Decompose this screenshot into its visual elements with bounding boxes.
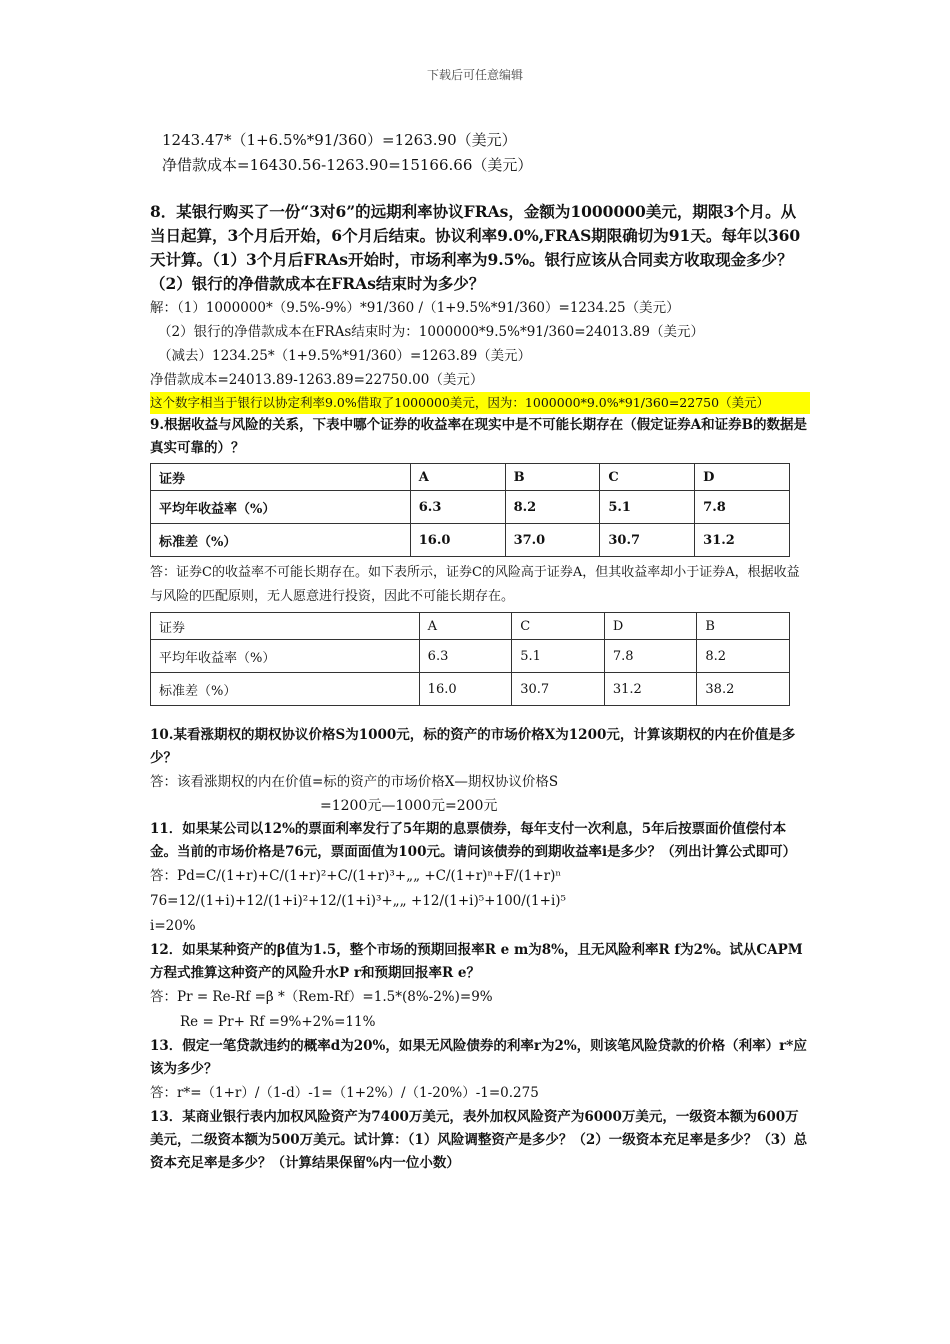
securities-table-1 — [150, 463, 790, 557]
table-cell: 6.3 — [410, 491, 505, 524]
table-cell: 30.7 — [600, 524, 695, 557]
table-cell: 标准差（%） — [151, 673, 420, 706]
question-8: 8．某银行购买了一份“3对6”的远期利率协议FRAs，金额为1000000美元，期限3个月。从当日起算，3个月后开始，6个月后结束。协议利率9.0%,FRAS期限确切为91天。每年以360天计算。（1）3个月后FRAs开始时，市场利率为9.5%。银行应该从合同卖方收取现金多少？（2）银行的净借款成本在FRAs结束时为多少？ — [150, 202, 801, 293]
q8-highlight-note: 这个数字相当于银行以协定利率9.0%借取了1000000美元，因为：1000000*9.0%*91/360=22750（美元） — [150, 392, 810, 414]
table-cell: 6.3 — [419, 640, 512, 673]
calc-line-2: 净借款成本=16430.56-1263.90=15166.66（美元） — [162, 156, 533, 174]
calc-line-1: 1243.47*（1+6.5%*91/360）=1263.90（美元） — [162, 131, 517, 149]
table-cell: C — [512, 613, 605, 640]
table-cell: 38.2 — [697, 673, 790, 706]
table-row — [151, 613, 790, 640]
table-cell: 37.0 — [505, 524, 600, 557]
table-cell: B — [697, 613, 790, 640]
question-10: 10.某看涨期权的期权协议价格S为1000元，标的资产的市场价格X为1200元，计算该期权的内在价值是多少？ — [150, 727, 796, 766]
question-11: 11．如果某公司以12%的票面利率发行了5年期的息票债券，每年支付一次利息，5年后按票面价值偿付本金。当前的市场价格是76元，票面面值为100元。请问该债券的到期收益率i是多少？（列出计算公式即可） — [150, 821, 797, 860]
table-cell: 8.2 — [505, 491, 600, 524]
table-cell: 30.7 — [512, 673, 605, 706]
table-cell: 标准差（%） — [151, 524, 411, 557]
page-header: 下载后可任意编辑 — [426, 68, 523, 82]
q11-formula-2: 76=12/(1+i)+12/(1+i)²+12/(1+i)³+„„ +12/(1+i)⁵+100/(1+i)⁵ — [150, 893, 566, 909]
q8-answer-4: 净借款成本=24013.89-1263.89=22750.00（美元） — [150, 372, 484, 388]
table-row — [151, 464, 790, 491]
table-cell: 16.0 — [419, 673, 512, 706]
question-9: 9.根据收益与风险的关系，下表中哪个证券的收益率在现实中是不可能长期存在（假定证券A和证券B的数据是真实可靠的）？ — [150, 417, 807, 456]
table-cell: 证券 — [151, 464, 411, 491]
q8-answer-1: 解：（1）1000000*（9.5%-9%）*91/360 /（1+9.5%*91/360）=1234.25（美元） — [150, 300, 680, 316]
table-row — [151, 524, 790, 557]
table-row — [151, 640, 790, 673]
question-13b: 13．某商业银行表内加权风险资产为7400万美元，表外加权风险资产为6000万美元，一级资本额为600万美元，二级资本额为500万美元。试计算：（1）风险调整资产是多少？（2）一级资本充足率是多少？（3）总资本充足率是多少？（计算结果保留%内一位小数） — [150, 1109, 808, 1171]
table-cell: 31.2 — [695, 524, 790, 557]
question-13a: 13．假定一笔贷款违约的概率d为20%，如果无风险债券的利率r为2%，则该笔风险贷款的价格（利率）r*应该为多少？ — [150, 1038, 807, 1077]
table-cell: 5.1 — [512, 640, 605, 673]
q12-answer-1: 答：Pr = Re-Rf =β *（Rem-Rf）=1.5*(8%-2%)=9% — [150, 989, 493, 1005]
table-cell: 16.0 — [410, 524, 505, 557]
table-cell: 7.8 — [604, 640, 697, 673]
securities-table-2 — [150, 612, 790, 706]
table-cell: 平均年收益率（%） — [151, 640, 420, 673]
table-row — [151, 491, 790, 524]
table-row — [151, 673, 790, 706]
table-cell: 证券 — [151, 613, 420, 640]
q10-answer: 答：该看涨期权的内在价值=标的资产的市场价格X—期权协议价格S — [150, 774, 559, 790]
table-cell: A — [410, 464, 505, 491]
table-cell: C — [600, 464, 695, 491]
table-cell: 8.2 — [697, 640, 790, 673]
table-cell: 平均年收益率（%） — [151, 491, 411, 524]
table-cell: 5.1 — [600, 491, 695, 524]
table-cell: B — [505, 464, 600, 491]
q12-answer-2: Re = Pr+ Rf =9%+2%=11% — [180, 1014, 376, 1030]
q8-answer-2: （2）银行的净借款成本在FRAs结束时为：1000000*9.5%*91/360=24013.89（美元） — [158, 324, 704, 340]
document-body — [150, 128, 810, 1175]
q13a-answer: 答：r*=（1+r）/（1-d）-1=（1+2%）/（1-20%）-1=0.275 — [150, 1085, 539, 1101]
table-cell: 31.2 — [604, 673, 697, 706]
table-cell: D — [604, 613, 697, 640]
table-cell: A — [419, 613, 512, 640]
q8-answer-3: （减去）1234.25*（1+9.5%*91/360）=1263.89（美元） — [158, 348, 532, 364]
q11-result: i=20% — [150, 918, 196, 934]
q11-formula-1: 答：Pd=C/(1+r)+C/(1+r)²+C/(1+r)³+„„ +C/(1+r)ⁿ+F/(1+r)ⁿ — [150, 868, 562, 884]
table-cell: 7.8 — [695, 491, 790, 524]
q10-result: =1200元—1000元=200元 — [320, 798, 498, 814]
q9-answer: 答：证券C的收益率不可能长期存在。如下表所示，证券C的风险高于证券A，但其收益率却小于证券A，根据收益与风险的匹配原则，无人愿意进行投资，因此不可能长期存在。 — [150, 565, 800, 604]
question-12: 12．如果某种资产的β值为1.5，整个市场的预期回报率R e m为8%，且无风险利率R f为2%。试从CAPM方程式推算这种资产的风险升水P r和预期回报率R e？ — [150, 942, 803, 981]
table-cell: D — [695, 464, 790, 491]
